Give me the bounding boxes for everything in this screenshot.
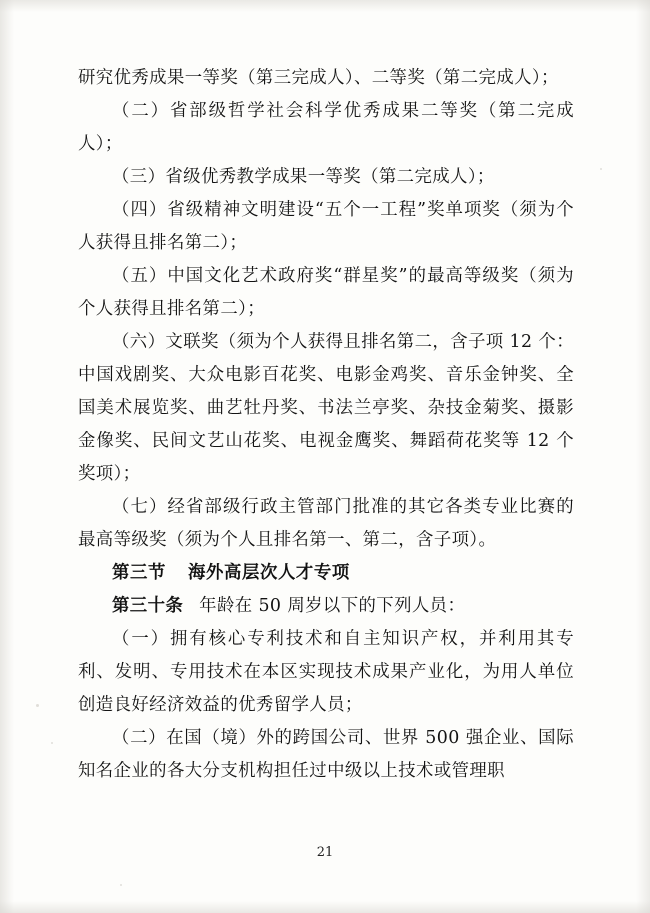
paragraph-item-a1: （一）拥有核心专利技术和自主知识产权，并利用其专利、发明、专用技术在本区实现技术成果产业化，为用人单位创造良好经济效益的优秀留学人员； xyxy=(78,629,574,715)
scan-speckle xyxy=(51,742,53,744)
page-edge-shade-left xyxy=(0,0,14,913)
page-edge-shade-top xyxy=(0,0,650,12)
page-body xyxy=(78,62,574,788)
scan-speckle xyxy=(600,168,602,170)
page-edge-shade-bottom xyxy=(0,901,650,913)
section-heading xyxy=(78,557,574,590)
paragraph-continuation: 研究优秀成果一等奖（第三完成人）、二等奖（第二完成人）； xyxy=(78,68,559,88)
paragraph-item-2: （二）省部级哲学社会科学优秀成果二等奖（第二完成人）； xyxy=(78,101,574,154)
article-number: 第三十条 xyxy=(112,596,184,616)
paragraph-item-7: （七）经省部级行政主管部门批准的其它各类专业比赛的最高等级奖（须为个人且排名第一、第二，含子项）。 xyxy=(78,497,574,550)
paragraph-item-3: （三）省级优秀教学成果一等奖（第二完成人）； xyxy=(112,167,495,187)
paragraph-item-5: （五）中国文化艺术政府奖“群星奖”的最高等级奖（须为个人获得且排名第二）； xyxy=(78,266,574,319)
page-number: 21 xyxy=(316,845,334,860)
paragraph-item-6: （六）文联奖（须为个人获得且排名第二，含子项 12 个：中国戏剧奖、大众电影百花奖、电影金鸡奖、音乐金钟奖、全国美术展览奖、曲艺牡丹奖、书法兰亭奖、杂技金菊奖、摄影金像奖、民间文艺山花奖、电视金鹰奖、舞蹈荷花奖等 12 个奖项）； xyxy=(78,332,574,484)
page-edge-shade-right xyxy=(636,0,650,913)
section-heading-title: 海外高层次人才专项 xyxy=(187,563,350,583)
section-heading-label: 第三节 xyxy=(112,563,166,583)
article-line xyxy=(78,590,574,623)
scan-speckle xyxy=(120,884,122,886)
paragraph-item-4: （四）省级精神文明建设“五个一工程”奖单项奖（须为个人获得且排名第二）； xyxy=(78,200,574,253)
article-lead: 年龄在 50 周岁以下的下列人员： xyxy=(199,596,466,616)
scan-speckle xyxy=(36,704,39,707)
paragraph-item-a2: （二）在国（境）外的跨国公司、世界 500 强企业、国际知名企业的各大分支机构担任过中级以上技术或管理职 xyxy=(78,728,574,781)
